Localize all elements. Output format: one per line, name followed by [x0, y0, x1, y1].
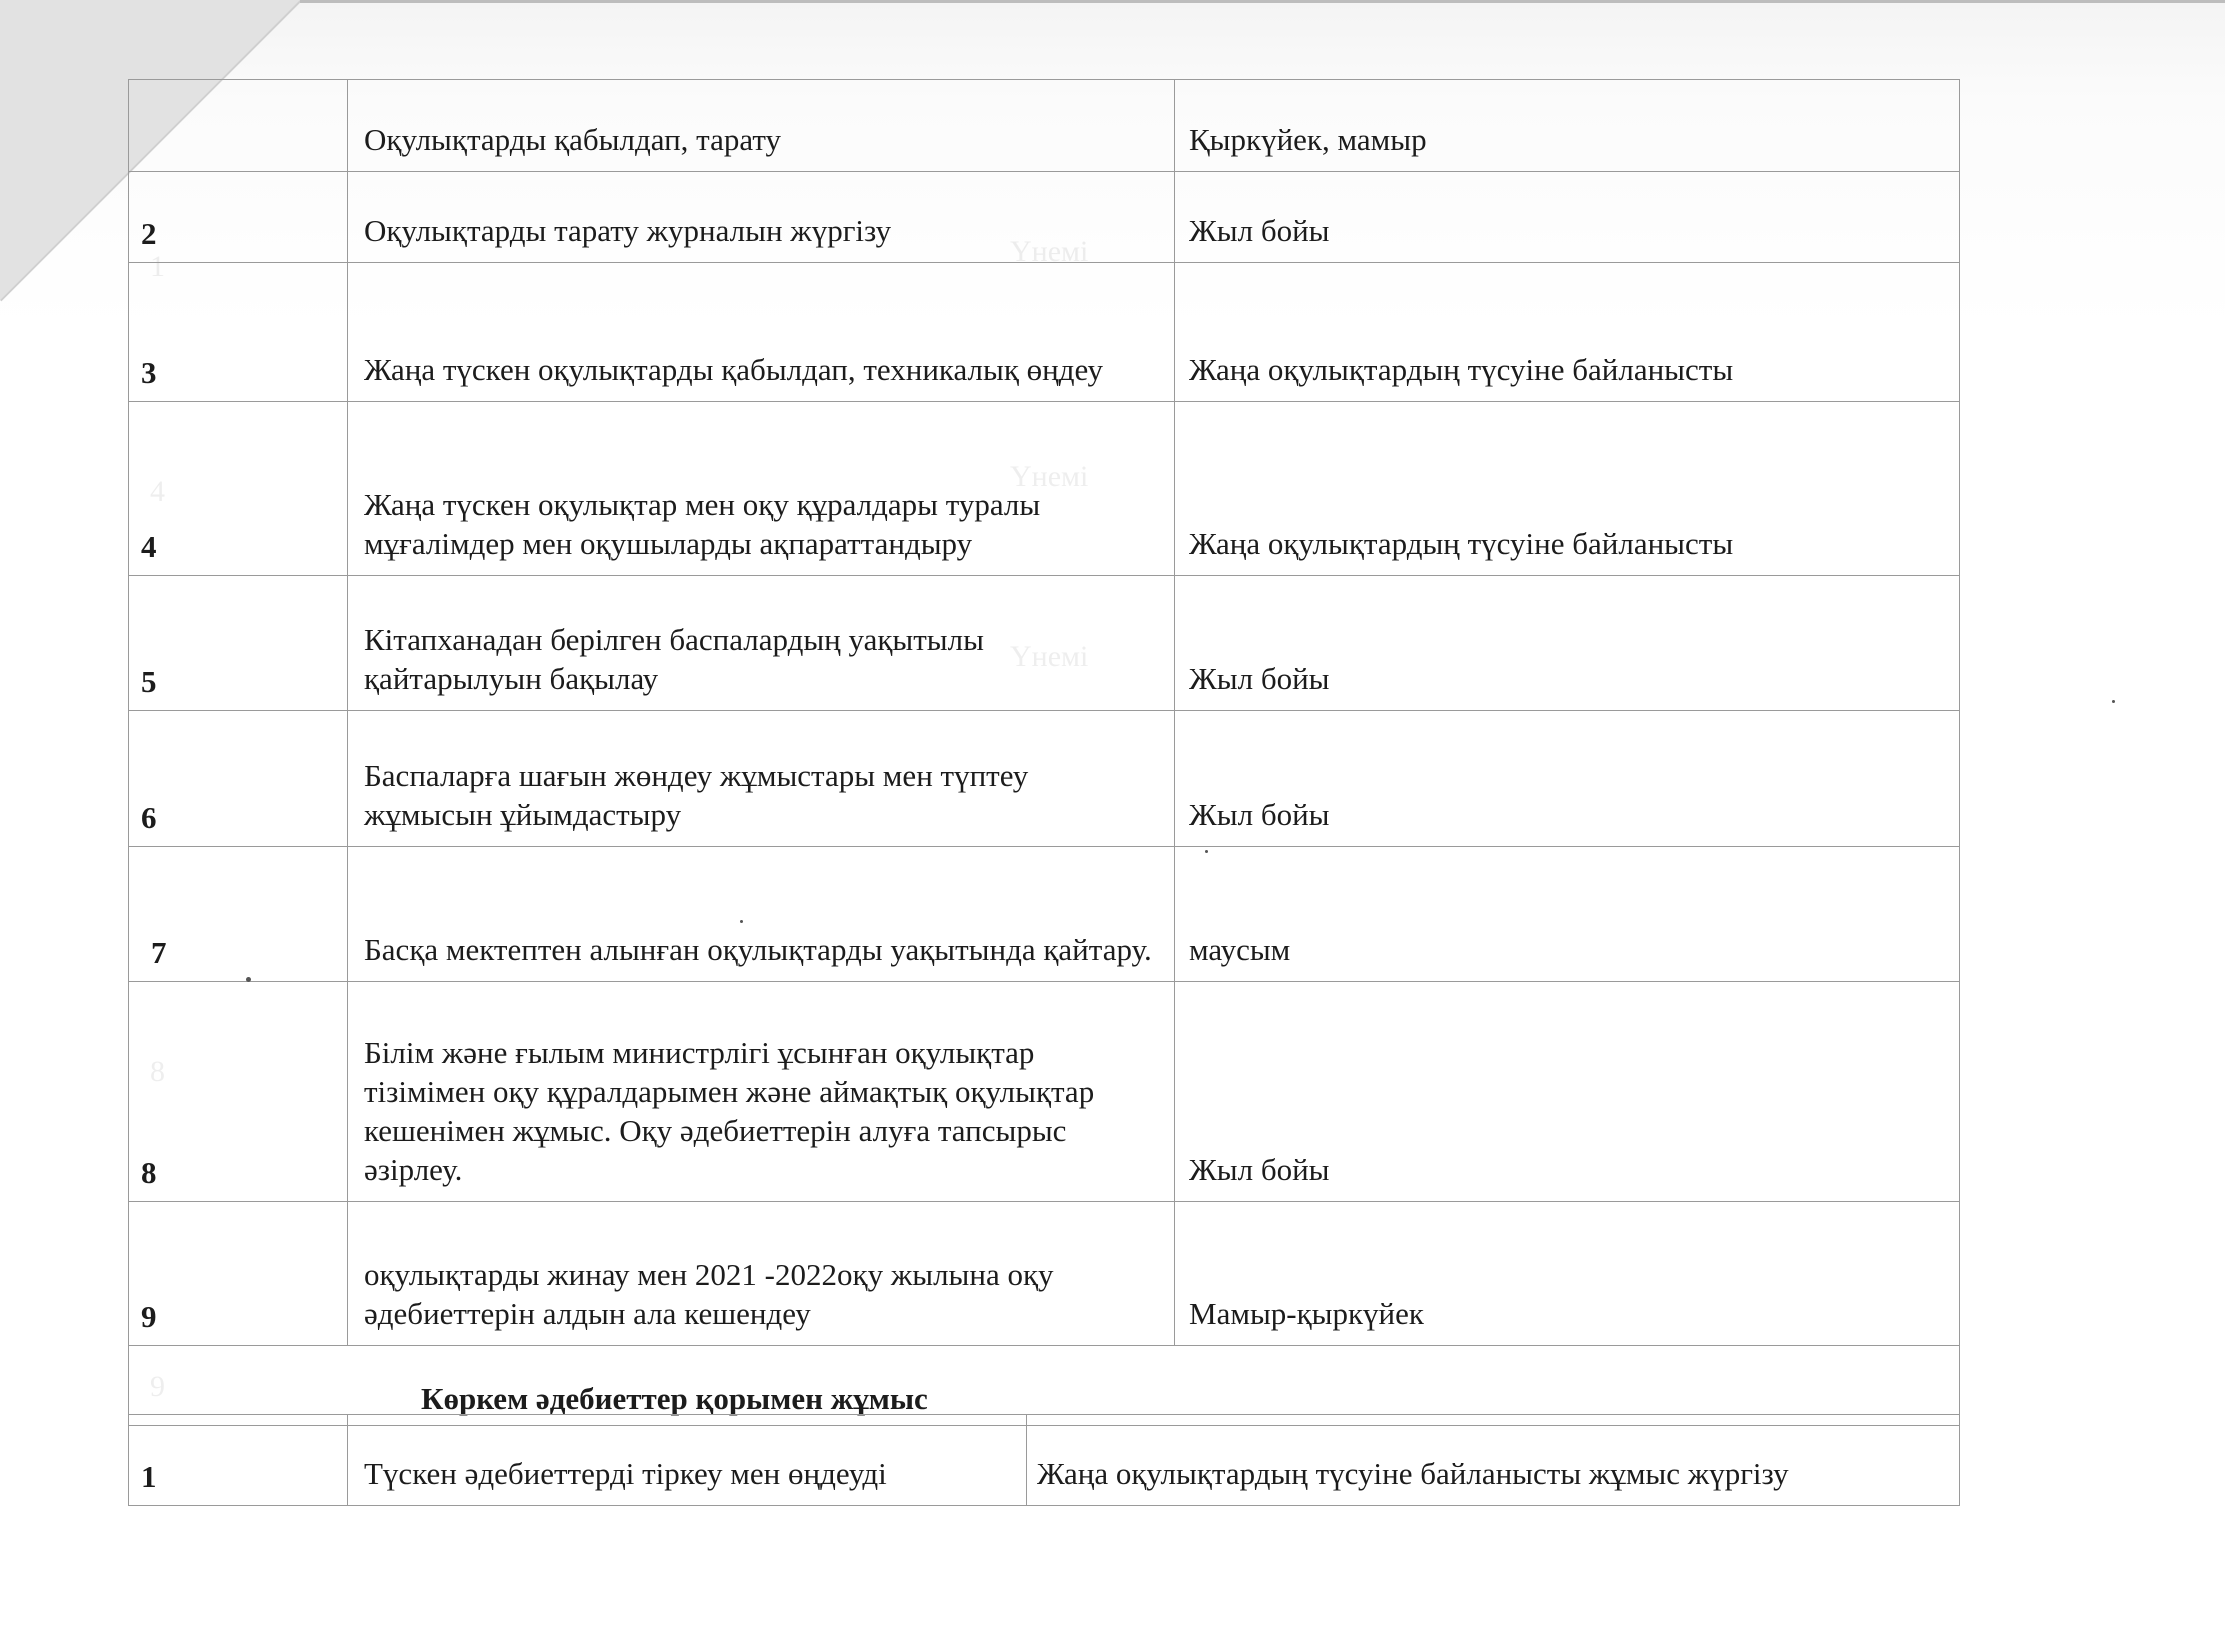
- scan-speck: [1205, 850, 1208, 853]
- row-number: 3: [129, 263, 348, 402]
- row-number: [129, 80, 348, 172]
- table-row: [129, 402, 1960, 576]
- term-cell: маусым: [1175, 847, 1960, 982]
- bleed-through-text: Үнемі: [1010, 640, 1089, 673]
- section-title: Көркем әдебиеттер қорымен жұмыс: [129, 1346, 1960, 1426]
- term-cell: Жаңа оқулықтардың түсуіне байланысты жұмыс жүргізу: [1027, 1415, 1960, 1506]
- bleed-through-text: Үнемі: [1010, 460, 1089, 493]
- table-row: [129, 80, 1960, 172]
- row-number: 1: [129, 1415, 348, 1506]
- term-cell: Жыл бойы: [1175, 982, 1960, 1202]
- task-cell: Жаңа түскен оқулықтарды қабылдап, техникалық өңдеу: [348, 263, 1175, 402]
- task-cell: Жаңа түскен оқулықтар мен оқу құралдары туралы мұғалімдер мен оқушыларды ақпараттандыру: [348, 402, 1175, 576]
- row-number: 2: [129, 172, 348, 263]
- bleed-through-text: 9: [150, 1370, 165, 1403]
- table-row: [129, 1415, 1960, 1506]
- table-row: [129, 1202, 1960, 1346]
- table-row: [129, 711, 1960, 847]
- task-cell: оқулықтарды жинау мен 2021 -2022оқу жылына оқу әдебиеттерін алдын ала кешендеу: [348, 1202, 1175, 1346]
- plan-table: [128, 79, 1960, 1426]
- table-row: [129, 172, 1960, 263]
- row-number: 7: [129, 847, 348, 982]
- bleed-through-text: 8: [150, 1055, 165, 1088]
- bleed-through-text: 4: [150, 475, 165, 508]
- bleed-through-text: Үнемі: [1010, 235, 1089, 268]
- scan-speck: [740, 920, 743, 923]
- term-cell: Жаңа оқулықтардың түсуіне байланысты: [1175, 263, 1960, 402]
- table-row: [129, 847, 1960, 982]
- task-cell: Оқулықтарды тарату журналын жүргізу: [348, 172, 1175, 263]
- row-number: 8: [129, 982, 348, 1202]
- row-number: 9: [129, 1202, 348, 1346]
- term-cell: Жыл бойы: [1175, 576, 1960, 711]
- table-row: [129, 982, 1960, 1202]
- task-cell: Баспаларға шағын жөндеу жұмыстары мен түптеу жұмысын ұйымдастыру: [348, 711, 1175, 847]
- task-cell: Түскен әдебиеттерді тіркеу мен өңдеуді: [348, 1415, 1027, 1506]
- table-row: [129, 263, 1960, 402]
- term-cell: Мамыр-қыркүйек: [1175, 1202, 1960, 1346]
- scan-speck: [2112, 700, 2115, 703]
- row-number: 6: [129, 711, 348, 847]
- term-cell: Жыл бойы: [1175, 711, 1960, 847]
- task-cell: Оқулықтарды қабылдап, тарату: [348, 80, 1175, 172]
- task-cell: Білім және ғылым министрлігі ұсынған оқулықтар тізімімен оқу құралдарымен және аймақтық оқулықтар кешенімен жұмыс. Оқу әдебиеттерін алуға тапсырыс әзірлеу.: [348, 982, 1175, 1202]
- row-number: 4: [129, 402, 348, 576]
- row-number: 5: [129, 576, 348, 711]
- table-row: [129, 576, 1960, 711]
- fiction-table: [128, 1414, 1960, 1506]
- term-cell: Жыл бойы: [1175, 172, 1960, 263]
- scan-speck: [246, 977, 251, 982]
- term-cell: Жаңа оқулықтардың түсуіне байланысты: [1175, 402, 1960, 576]
- task-cell: Басқа мектептен алынған оқулықтарды уақытында қайтару.: [348, 847, 1175, 982]
- term-cell: Қыркүйек, мамыр: [1175, 80, 1960, 172]
- page-top-edge: [300, 0, 2225, 3]
- bleed-through-text: 1: [150, 250, 165, 283]
- task-cell: Кітапханадан берілген баспалардың уақытылы қайтарылуын бақылау: [348, 576, 1175, 711]
